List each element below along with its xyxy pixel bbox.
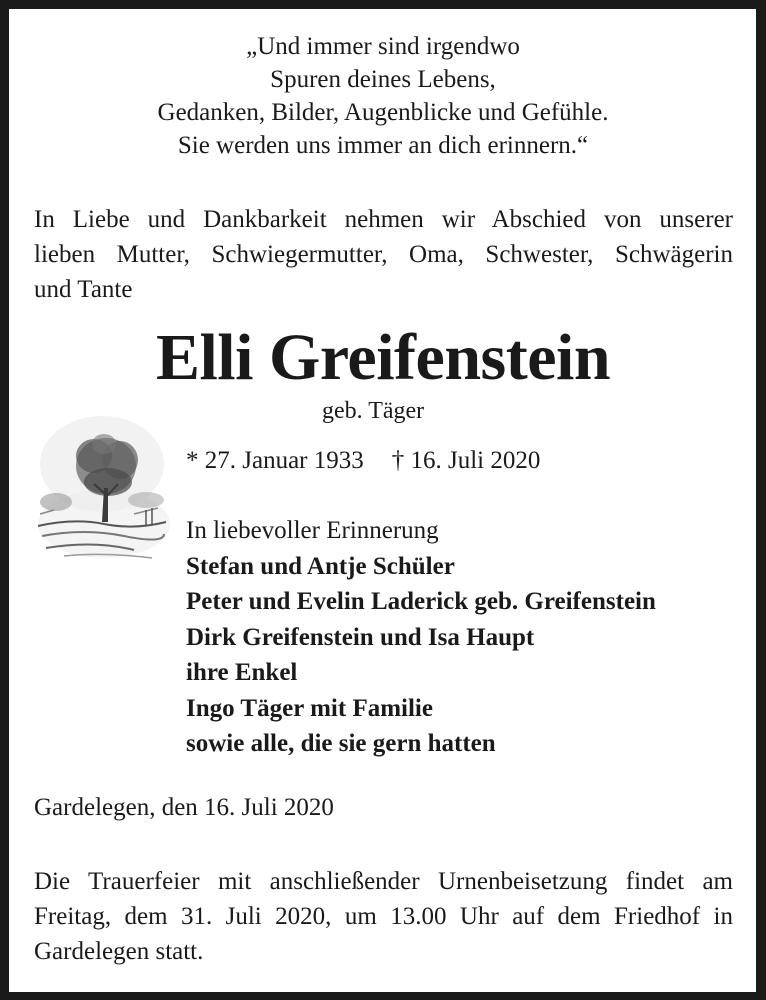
- maiden-name: geb. Täger: [322, 398, 425, 424]
- funeral-notice: [34, 864, 733, 969]
- funeral-line: Gardelegen statt.: [34, 938, 204, 965]
- intro-line: lieben Mutter, Schwiegermutter, Oma, Schwester, Schwägerin: [34, 241, 733, 268]
- life-dates: [186, 445, 540, 477]
- tree-landscape-image: [34, 404, 170, 566]
- funeral-line: Freitag, dem 31. Juli 2020, um 13.00 Uhr auf dem Friedhof in: [34, 903, 733, 930]
- remembrance-heading: In liebevoller Erinnerung: [186, 517, 439, 544]
- mourner-line: Ingo Täger mit Familie: [186, 694, 433, 722]
- poem-line: Spuren deines Lebens,: [270, 66, 496, 93]
- place-and-date: Gardelegen, den 16. Juli 2020: [34, 794, 334, 821]
- poem-quote: [0, 30, 766, 162]
- mourners-block: [186, 513, 656, 762]
- mourner-line: Stefan und Antje Schüler: [186, 552, 455, 580]
- funeral-line: Die Trauerfeier mit anschließender Urnenbeisetzung findet am: [34, 868, 733, 895]
- intro-line: und Tante: [34, 276, 133, 303]
- intro-line: In Liebe und Dankbarkeit nehmen wir Abschied von unserer: [34, 206, 733, 233]
- death-date: † 16. Juli 2020: [391, 447, 541, 474]
- mourner-line: ihre Enkel: [186, 659, 298, 686]
- mourner-line: sowie alle, die sie gern hatten: [186, 730, 496, 757]
- poem-line: Gedanken, Bilder, Augenblicke und Gefühle.: [157, 99, 609, 126]
- birth-date: * 27. Januar 1933: [186, 447, 364, 474]
- farewell-intro: [34, 202, 733, 307]
- poem-line: Sie werden uns immer an dich erinnern.“: [177, 132, 589, 159]
- mourner-line: Peter und Evelin Laderick geb. Greifenstein: [186, 588, 656, 615]
- mourner-line: Dirk Greifenstein und Isa Haupt: [186, 623, 535, 651]
- deceased-name: Elli Greifenstein: [155, 321, 611, 394]
- poem-line: „Und immer sind irgendwo: [246, 33, 520, 60]
